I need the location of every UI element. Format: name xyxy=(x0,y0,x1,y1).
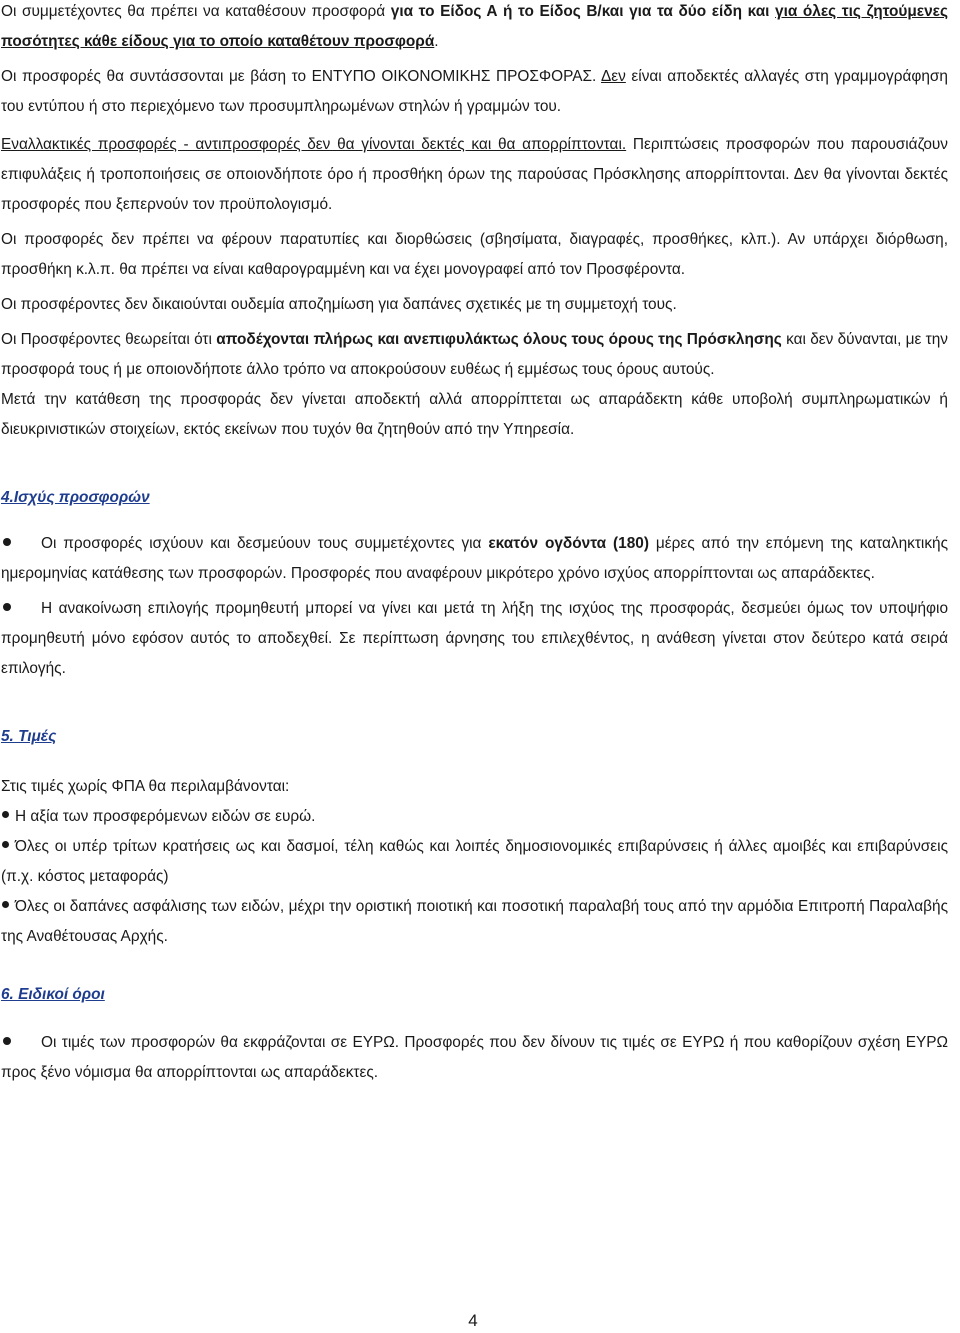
paragraph-after-submission: Μετά την κατάθεση της προσφοράς δεν γίνεται αποδεκτή αλλά απορρίπτεται ως απαράδεκτη κάθε υποβολή συμπληρωματικών ή διευκρινιστικών στοιχείων, εκτός εκείνων που τυχόν θα ζητηθούν από την Υπηρεσία. xyxy=(1,391,948,438)
bullet-icon xyxy=(1,892,15,922)
paragraph-acceptance xyxy=(0,325,960,385)
bullet-icon xyxy=(1,594,41,624)
text-run: Οι προσφορές θα συντάσσονται με βάση το ΕΝΤΥΠΟ ΟΙΚΟΝΟΜΙΚΗΣ ΠΡΟΣΦΟΡΑΣ. xyxy=(1,68,601,85)
price-item xyxy=(0,892,960,952)
section-heading-validity: 4.Ισχύς προσφορών xyxy=(1,489,150,506)
bullet-icon xyxy=(1,529,41,559)
section-heading-prices: 5. Τιμές xyxy=(1,728,57,745)
bold-text: εκατόν ογδόντα (180) xyxy=(488,535,649,552)
underlined-text: Εναλλακτικές προσφορές - αντιπροσφορές δεν θα γίνονται δεκτές και θα απορρίπτονται. xyxy=(1,136,627,153)
bullet-icon xyxy=(1,1028,41,1058)
text-run: Η αξία των προσφερόμενων ειδών σε ευρώ. xyxy=(15,808,316,825)
text-run: είναι αποδεκτές αλλαγές στη γραμμογράφηση του εντύπου ή στο περιεχόμενο των προσυμπληρωμένων στηλών ή γραμμών του. xyxy=(1,68,948,115)
paragraph-alternative-offers xyxy=(0,130,960,220)
text-run: Όλες οι υπέρ τρίτων κρατήσεις ως και δασμοί, τέλη καθώς και λοιπές δημοσιονομικές επιβαρύνσεις ή άλλες αμοιβές και επιβαρύνσεις (π.χ. κόστος μεταφοράς) xyxy=(1,838,948,885)
price-item xyxy=(0,832,960,892)
text-run: Οι Προσφέροντες θεωρείται ότι xyxy=(1,331,217,348)
text-run: Οι τιμές των προσφορών θα εκφράζονται σε ΕΥΡΩ. Προσφορές που δεν δίνουν τις τιμές σε ΕΥΡΩ ή που καθορίζουν σχέση ΕΥΡΩ προς ξένο νόμισμα θα απορρίπτονται ως απαράδεκτες. xyxy=(1,1034,948,1081)
prices-intro: Στις τιμές χωρίς ΦΠΑ θα περιλαμβάνονται: xyxy=(1,778,290,795)
text-run: Δεν θα γίνονται δεκτές προσφορές που ξεπερνούν τον προϋπολογισμό. xyxy=(1,166,948,213)
bullet-item-supplier-selection xyxy=(0,594,960,684)
text-run: μέρες από την επόμενη της καταληκτικής ημερομηνίας κατάθεσης των προσφορών. Προσφορές που αναφέρουν μικρότερο χρόνο ισχύος απορρίπτονται ως απαράδεκτες. xyxy=(1,535,948,582)
text-run: Οι συμμετέχοντες θα πρέπει να καταθέσουν προσφορά xyxy=(1,3,391,20)
page-number: 4 xyxy=(468,1311,478,1330)
text-run: Όλες οι δαπάνες ασφάλισης των ειδών, μέχρι την οριστική ποιοτική και ποσοτική παραλαβή τους από την αρμόδια Επιτροπή Παραλαβής της Αναθέτουσας Αρχής. xyxy=(1,898,948,945)
text-run: Η ανακοίνωση επιλογής προμηθευτή μπορεί να γίνει και μετά τη λήξη της ισχύος της προσφοράς, δεσμεύει όμως τον υποψήφιο προμηθευτή μόνο εφόσον αυτός το αποδεχθεί. Σε περίπτωση άρνησης του επιλεχθέντος, η ανάθεση γίνεται στον δεύτερο κατά σειρά επιλογής. xyxy=(1,600,948,677)
text-run: . xyxy=(434,33,439,50)
bold-underlined-text: για όλες τις ζητούμενες ποσότητες κάθε είδους για το οποίο καταθέτουν προσφορά xyxy=(1,3,948,50)
section-heading-special-terms: 6. Ειδικοί όροι xyxy=(1,986,105,1003)
bold-text: για το Είδος Α ή το Είδος Β/και για τα δύο είδη και xyxy=(390,3,776,20)
bullet-icon xyxy=(1,832,15,862)
bullet-icon xyxy=(1,802,15,832)
bold-text: αποδέχονται πλήρως και ανεπιφυλάκτως όλους τους όρους της Πρόσκλησης xyxy=(216,331,782,348)
bullet-item-currency xyxy=(0,1028,960,1088)
text-run: Περιπτώσεις προσφορών που παρουσιάζουν επιφυλάξεις ή τροποποιήσεις σε οποιονδήποτε όρο ή προσθήκη όρων της παρούσας Πρόσκλησης απορρίπτονται. xyxy=(1,136,948,183)
text-run: Οι προσφορές ισχύουν και δεσμεύουν τους συμμετέχοντες για xyxy=(41,535,489,552)
paragraph-compensation: Οι προσφέροντες δεν δικαιούνται ουδεμία αποζημίωση για δαπάνες σχετικές με τη συμμετοχή τους. xyxy=(1,296,677,313)
bullet-item-validity-period xyxy=(0,529,960,589)
text-run: και δεν δύνανται, με την προσφορά τους ή με οποιονδήποτε άλλο τρόπο να αποκρούσουν ευθέως ή εμμέσως τους όρους αυτούς. xyxy=(1,331,949,378)
paragraph-offer-form xyxy=(0,62,960,122)
paragraph-corrections: Οι προσφορές δεν πρέπει να φέρουν παρατυπίες και διορθώσεις (σβησίματα, διαγραφές, προσθήκες, κλπ.). Αν υπάρχει διόρθωση, προσθήκη κ.λ.π. θα πρέπει να είναι καθαρογραμμένη και να έχει μονογραφεί από τον Προσφέροντα. xyxy=(1,231,948,278)
price-item xyxy=(0,802,960,832)
underlined-text: Δεν xyxy=(601,68,626,85)
paragraph-offer-items xyxy=(0,0,960,57)
